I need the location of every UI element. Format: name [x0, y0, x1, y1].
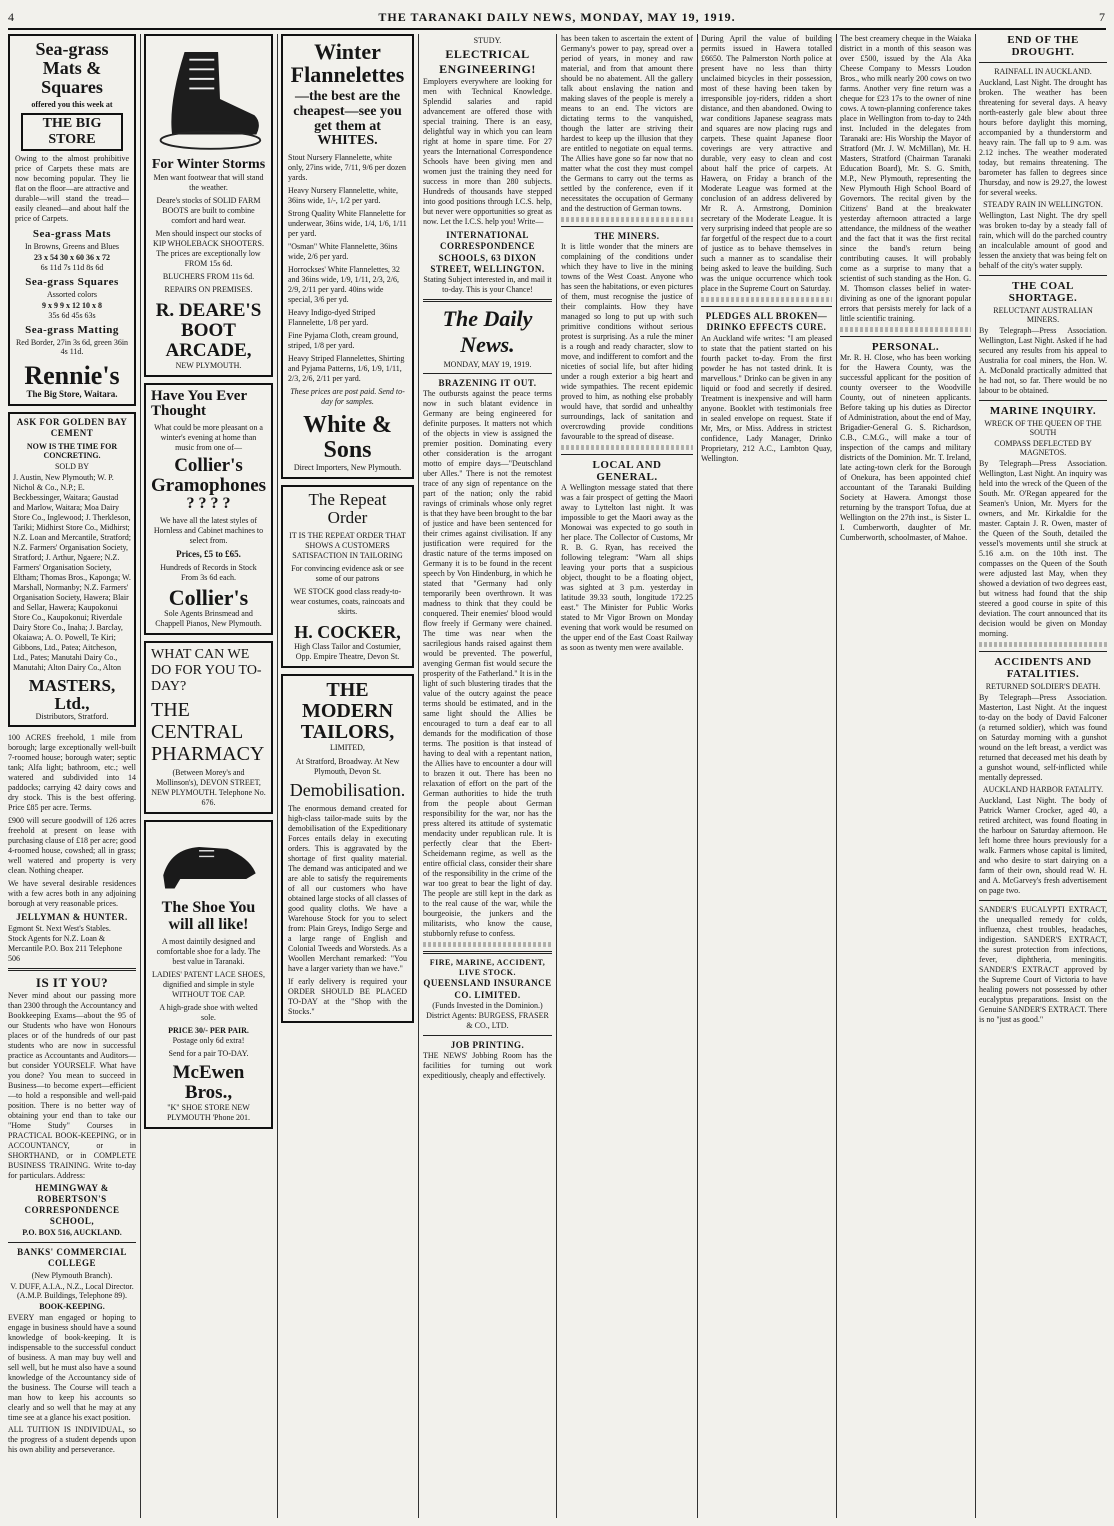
- tailors-head2: Demobilisation.: [289, 779, 406, 800]
- harbor-body: Auckland, Last Night. The body of Patrick Warner Crocker, aged 40, a retired architect, was found floating in the harbour on Saturday afternoon. He left home three hours previously for a walk. Farmers whose capital is limited, and who desire to start dairying on a farm of their own, should read W. H. and A. McGarvey's fresh advertisement on page two.: [979, 796, 1107, 895]
- squares-sizes: 9 x 9 9 x 12 10 x 8: [42, 300, 102, 310]
- list-item: Heavy Striped Flannelettes, Shirting and Pyjama Patterns, 1/6, 1/9, 1/11, 2/3, 2/6, 2/11 per yard.: [288, 353, 405, 383]
- cocker-body: IT IS THE REPEAT ORDER THAT SHOWS A CUSTOMERS SATISFACTION IN TAILORING: [289, 531, 406, 560]
- shoe-body2: LADIES' PATENT LACE SHOES, dignified and simple in style WITHOUT TOE CAP.: [151, 969, 265, 999]
- masthead: [8, 6, 1106, 30]
- ads-column-3: [281, 34, 414, 1518]
- masters-sub: Distributors, Stratford.: [35, 712, 109, 722]
- gram-brand2: Collier's: [168, 584, 249, 610]
- farm-body2: £900 will secure goodwill of 126 acres freehold at present on lease with purchasing clause of £18 per acre; good 4-roomed house, cowshed; all in grass; well watered and property is very clean. Nothing cheaper.: [8, 816, 136, 876]
- deare-sub: NEW PLYMOUTH.: [175, 360, 242, 370]
- steady-head: STEADY RAIN IN WELLINGTON.: [983, 200, 1103, 209]
- list-item: Heavy Nursery Flannelette, white, 36ins wide, 1/-, 1/2 per yard.: [288, 185, 398, 205]
- job-head: JOB PRINTING.: [450, 1039, 525, 1050]
- banks-sub2: V. DUFF, A.I.A., N.Z., Local Director. (A.M.P. Buildings, Telephone 89).: [10, 1282, 134, 1301]
- gram-records: Hundreds of Records in Stock From 3s 6d each.: [160, 562, 257, 582]
- isit-box: P.O. BOX 516, AUCKLAND.: [22, 1227, 122, 1237]
- ics-name: INTERNATIONAL CORRESPONDENCE SCHOOLS, 63 DIXON STREET, WELLINGTON.: [430, 230, 545, 274]
- soldier-body: By Telegraph—Press Association. Masterton, Last Night. At the inquest to-day on the body of David Falconer (a returned soldier), which was found on Saturday morning with a gunshot wound on the left breast, a verdict was returned that deceased met his death by a gunshot wound, self-inflicted while mentally depressed.: [979, 693, 1107, 782]
- shoe-illustration: [151, 830, 266, 896]
- ins-sub: (Funds Invested in the Dominion.) District Agents: BURGESS, FRASER & CO., LTD.: [426, 1000, 549, 1030]
- banks-body2: ALL TUITION IS INDIVIDUAL, so the progress of a student depends upon his own ability and perseverance.: [8, 1425, 136, 1455]
- list-item: "Osman" White Flannelette, 36ins wide, 2/6 per yard.: [288, 241, 398, 261]
- pledges-head: PLEDGES ALL BROKEN—DRINKO EFFECTS CURE.: [705, 311, 828, 333]
- personal-body: Mr. R. H. Close, who has been working for the Hawera County, was the successful applicant for the position of county overseer to the Woodville County, out of nineteen applicants. Before taking up his duties as Director of Administration, about the end of May, Brigadier-General G. S. Richardson, C.B., C.M.G., will make a tour of inspection of the camps and military districts of the Dominion. Mr. T. Ireland, late acting-town clerk for the Borough of Onekura, has been appointed chief accountant of the Taranaki Building Society at Hawera. Amongst those returning by the transport Tofua, due at Wellington on the 27th inst., is Sister L. I. Cumberworth, daughter of Mr. Cumberworth, schoolmaster, of Mahoe.: [840, 353, 971, 542]
- whites-ad: [281, 34, 414, 479]
- storms-head: For Winter Storms: [151, 157, 266, 172]
- miners-head: THE MINERS.: [594, 231, 660, 241]
- isit-ad: [8, 975, 136, 1238]
- list-item: Strong Quality White Flannelette for underwear, 36ins wide, 1/4, 1/6, 1/11 per yard.: [288, 208, 407, 238]
- rennies-sub: The Big Store, Waitara.: [26, 388, 118, 399]
- mcewen-sub: "K" SHOE STORE NEW PLYMOUTH 'Phone 201.: [166, 1102, 251, 1122]
- storms-body3: Men should inspect our stocks of KIP WHOLEBACK SHOOTERS. The prices are exceptionally low FROM 15s 6d.: [153, 228, 264, 268]
- cocker-sub: High Class Tailor and Costumier, Opp. Empire Theatre, Devon St.: [294, 641, 401, 661]
- mats-sizes: 23 x 54 30 x 60 36 x 72: [34, 252, 110, 262]
- gram-body: What could be more pleasant on a winter's evening at home than music from one of—: [154, 423, 263, 452]
- banks-ad: [8, 1247, 136, 1456]
- big-store-logo: THE BIG STORE: [21, 113, 123, 151]
- col6-body: During April the value of building permits issued in Hawera totalled £6650. The Palmerston North police at present have no less than thirty unclaimed bicycles in their possession, most of these having been taken by irresponsible joy-riders, ridden a short distance, and then abandoned. Owing to war conditions Japanese seagrass mats and squares are now placing rugs and carpets. These quaint Japanese floor coverings are very attractive and durable, very easy to clean and cost about half the price of carpets. At Hawera, on Friday a branch of the Moderate League was formed at the conclusion of an address delivered by Mr R. A. Armstrong, Dominion secretary of the Moderate League. It is very surprising indeed that people are so far forgetful of the respect due to a court of justice as to behave themselves in such a manner as to scandalise their being asked to leave the building. Such was the unique occurrence which took place in the Supreme Court on Saturday.: [701, 34, 832, 293]
- matting-sub: Red Border, 27in 3s 6d, green 36in 4s 11d.: [15, 337, 129, 356]
- deare-ad: [144, 34, 273, 377]
- pharmacy-brand: THE CENTRAL PHARMACY: [151, 699, 265, 766]
- shoe-head: The Shoe You will all like!: [161, 899, 256, 934]
- editorial-column-3: [701, 34, 832, 1518]
- tailors-loc: At Stratford, Broadway. At New Plymouth, Devon St.: [295, 756, 400, 776]
- gram-head: Have You Ever Thought: [151, 387, 247, 420]
- farm-body3: We have several desirable residences with a few acres both in any adjoining borough at very reasonable prices.: [8, 879, 136, 909]
- editorial-column-2: [561, 34, 693, 1518]
- banks-head: BANKS' COMMERCIAL COLLEGE: [17, 1246, 127, 1268]
- ads-column-1: [8, 34, 136, 1518]
- isit-head: IS IT YOU?: [35, 974, 109, 990]
- list-item: Heavy Indigo-dyed Striped Flannelette, 1/8 per yard.: [288, 307, 376, 327]
- steady-body: Wellington, Last Night. The dry spell was broken to-day by a steady fall of rain, which will do the parched country an incalculable amount of good and lessen the anxiety that was being felt on behalf of the city's water supply.: [979, 211, 1107, 270]
- mats-head: Sea-grass Mats: [32, 227, 112, 240]
- col7-body: The best creamery cheque in the Waiaka district in a month of this season was over £500, issued by the Ala Aka Cheese Company to Messrs Loudon Bros., who milk nearly 200 cows on two farms. Another very fine return was a cheque for £23 17s to the owner of nine cows. A town-planning conference takes place in Wellington from to-day to 24th inst. Included in the delegates from Taranaki are: His Worship the Mayor of Stratford (Mr. J. W. McMillan), Mr. H. Masters, Stratford (Chairman Taranaki Education Board), Mr. S. G. Smith, M.P., New Plymouth, representing the New Plymouth High School Board of Governors. The recital given by the Citizens' Band at the breakwater yesterday afternoon attracted a large attendance, the mildness of the weather and the fact that it was the first recital since the band's return being contributing causes. It will probably come as a surprise to many that a scientist of such standing as the Hon. G. M. Thomson classes belief in water-divining as one of the ignorant popular errors that persists merely for lack of a little scientific training.: [840, 34, 971, 323]
- study-sub: STUDY.: [473, 36, 502, 45]
- storms-body: Men want footwear that will stand the weather.: [153, 172, 264, 192]
- column-rule: [277, 34, 278, 1518]
- drought-head: END OF THE DROUGHT.: [1007, 34, 1079, 58]
- page-number-right: 7: [1099, 9, 1106, 24]
- whites-brand: White & Sons: [303, 411, 392, 464]
- list-item: Stout Nursery Flannelette, white only, 27ins wide, 7/11, 9/6 per dozen yards.: [288, 152, 407, 182]
- editorial-column-1: [423, 34, 552, 1518]
- squares-sub: Assorted colors: [47, 289, 97, 299]
- farm-body: 100 ACRES freehold, 1 mile from borough; large exceptionally well-built 7-roomed house; borough water; septic tank; Alfa light; bathroom, etc.; well watered and subdivided into 14 paddocks; carrying 42 dairy cows and dry stock. This is the best offering. Price £85 per acre. Terms.: [8, 733, 136, 813]
- tailors-sub: LIMITED,: [330, 742, 365, 752]
- tailors-body2: If early delivery is required your ORDER SHOULD BE PLACED TO-DAY at the "Shop with the Stocks.": [288, 976, 407, 1016]
- shoe-price: PRICE 30/- PER PAIR.: [168, 1025, 249, 1035]
- column-rule: [140, 34, 141, 1518]
- masters-brand: MASTERS, Ltd.,: [28, 675, 116, 713]
- boot-illustration: [151, 44, 266, 154]
- squares-head: Sea-grass Squares: [25, 275, 119, 288]
- personal-head: PERSONAL.: [871, 341, 940, 353]
- editorial-column-4: [840, 34, 971, 1518]
- wreck-head: WRECK OF THE QUEEN OF THE SOUTH: [984, 419, 1102, 437]
- column-rule: [975, 34, 976, 1518]
- cocker-body3: WE STOCK good class ready-to-wear costumes, coats, raincoats and skirts.: [290, 587, 405, 616]
- isit-body: Never mind about our passing more than 2300 through the Accountancy and Bookkeeping Exams—about the 95 of our Students who have won Honours places or of the hundreds of our past students who are now in successful practice as Accountants and Auditors—but consider YOURSELF. What have you done? You mean to succeed in Business—to become expert—efficient—to hold a responsible and well-paid position. There is no better way of obtaining your end than to take our "Home Study" Courses in PRACTICAL BOOK-KEEPING, or in ACCOUNTANCY, or in SHORTHAND, or in COMPLETE BUSINESS TRAINING. Write to-day for particulars. Address:: [8, 990, 136, 1180]
- coal-head: THE COAL SHORTAGE.: [1008, 280, 1078, 304]
- coal-body: By Telegraph—Press Association. Wellington, Last Night. Asked if he had secured any results from his appeal to Australia for coal miners, the Hon. W. A. McDonald practically admitted that he had not, so far. There would be no labour to be obtained.: [979, 326, 1107, 395]
- wreck-body: By Telegraph—Press Association. Wellington, Last Night. An inquiry was held into the wreck of the Queen of the South. Mr. O'Regan appeared for the Seamen's Union, Mr. Myers for the owners, and Mr. Kirkaldie for the master. Captain J. R. Owen, master of the Queen of the South, detailed the vessel's movements until she struck at 5.16 a.m. on the 10th inst. The compasses on the Queen of the South were adjusted last May, when they showed a deviation of two degrees east, but witness had found that the ship steered a good course in spite of this deviation. The court announced that its decision would be given on Monday morning.: [979, 459, 1107, 638]
- leader-head: BRAZENING IT OUT.: [438, 378, 537, 388]
- study-head: ELECTRICAL ENGINEERING!: [439, 47, 536, 76]
- storms-body5: REPAIRS ON PREMISES.: [164, 284, 253, 294]
- isit-firm: HEMINGWAY & ROBERTSON'S CORRESPONDENCE SCHOOL,: [24, 1182, 120, 1227]
- gram-price: Prices, £5 to £65.: [176, 548, 241, 559]
- cement-sold: SOLD BY: [54, 461, 89, 471]
- ics-sub: Stating Subject interested in, and mail it to-day. This is your Chance!: [423, 275, 552, 294]
- pledges-body: An Auckland wife writes: "I am pleased to state that the patient started on his fourth packet to-day. From the first powder he has not tasted drink. It is marvellous." Drinko can be given in any liquid or food and secretly if desired. Treatment is inexpensive and will harm anyone. Booklet with testimonials free in sealed envelope on request. State if Mr, Mrs, or Miss. Address in strictest confidence, Lady Manager, Drinko Proprietary, 212 A.C., Lambton Quay, Wellington.: [701, 333, 832, 463]
- banks-body: EVERY man engaged or hoping to engage in business should have a sound knowledge of book-keeping. It is indispensable to the successful conduct of business. A man may buy well and sell well, but he must also have a sound knowledge of the Accountancy side of the business. The Course will teach a man how to keep his accounts so clearly and so well that he may at any time see at a glance his exact position.: [8, 1313, 136, 1423]
- tailors-body: The enormous demand created for high-class tailor-made suits by the demobilisation of the Expeditionary Forces entails delay in executing orders. This is aggravated by the shortage of first quality material. The demand was anticipated and we are able to satisfy the requirements of all our customers who have obtained large stocks of all classes of good quality cloths. We have a Warehouse Stock for you to select from: Plain Greys, Indigo Serge and a large range of English and Colonial Tweeds and Worsteds. As a Woollen Merchant remarked: "You have a larger variety than we have.": [288, 803, 407, 973]
- local-head: LOCAL AND GENERAL.: [592, 459, 662, 484]
- whites-note: These prices are post paid. Send to-day for samples.: [290, 386, 405, 406]
- paper-date: MONDAY, MAY 19, 1919.: [443, 360, 532, 369]
- pharmacy-head: WHAT CAN WE DO FOR YOU TO-DAY?: [151, 647, 262, 695]
- gram-sub: Sole Agents Brinsmead and Chappell Pianos, New Plymouth.: [155, 609, 262, 629]
- sanders-ad: SANDER'S EUCALYPTI EXTRACT, the unequalled remedy for colds, influenza, chest troubles, headaches, indigestion. SANDER'S EXTRACT, the surest protection from infections, fever, diphtheria, meningitis. SANDER'S EXTRACT approved by the Supreme Court of Victoria to have healing powers not possessed by other eucalyptus preparations. Insist on the Genuine SANDER'S EXTRACT. There is no "just as good.": [979, 905, 1107, 1024]
- cement-ad: [8, 412, 136, 727]
- storms-body2: Deare's stocks of SOLID FARM BOOTS are built to combine comfort and hard wear.: [156, 195, 261, 225]
- miners-body: It is little wonder that the miners are complaining of the conditions under which they have to live in the mining towns of the West Coast. Anyone who has seen the habitations, or even pictures of them, must recognise the justice of their complaints. How they have managed so long to put up with such primitive conditions without serious protest is surprising. As a rule the miner is a rough and ready character, slow to move, and indifferent to comfort and the niceties of social life, but after hiding under a rough exterior a big heart and wide sympathies. The recent epidemic proved to him, as nothing else probably would have, that sordid and unhealthy surroundings, lack of sanitation and overcrowding provide conditions favourable to the spread of disease.: [561, 242, 693, 442]
- accidents-head: ACCIDENTS AND FATALITIES.: [994, 656, 1092, 680]
- collier-ad: [144, 383, 273, 636]
- whites-head: Winter Flannelettes: [290, 39, 405, 88]
- leader-continued: has been taken to ascertain the extent of Germany's power to pay, spread over a period of years, in money and raw material, and from that amount there should be no abatement. All the gallery talk about enslaving the nation and making slaves of the people is merely a means to an end. The victors are dictating terms to the vanquished, though the latter are striving their hardest to keep up the illusion that they are entitled to negotiate on equal terms. The Allies have gone so far now that no matter what the cost they must compel the Germans to carry out the terms as settled by the conference, even if it necessitates the occupation of Germany and the destruction of German towns.: [561, 34, 693, 213]
- coal-sub: RELUCTANT AUSTRALIAN MINERS.: [993, 306, 1093, 324]
- farm-agent: JELLYMAN & HUNTER.: [16, 912, 128, 923]
- seagrass-body: Owing to the almost prohibitive price of Carpets these mats are now becoming popular. They lie flat on the floor—are attractive and durable—will stand the tread—easily cleaned—and about half the price of Carpets.: [15, 153, 129, 223]
- banks-sub: (New Plymouth Branch).: [31, 1271, 113, 1281]
- gram-body2: We have all the latest styles of Hornless and Cabinet machines to select from.: [153, 515, 264, 545]
- list-item: Horrockses' White Flannelettes, 32 and 36ins wide, 1/9, 1/11, 2/3, 2/6, 2/9, 2/11 per yard. 40ins wide special, 3/6 per yd.: [288, 264, 400, 304]
- mcewen-brand: McEwen Bros.,: [172, 1061, 245, 1103]
- cement-head: ASK FOR GOLDEN BAY CEMENT: [16, 417, 128, 439]
- mcewen-ad: [144, 820, 273, 1128]
- list-item: Fine Pyjama Cloth, cream ground, striped, 1/8 per yard.: [288, 330, 399, 350]
- rennies-brand: Rennie's: [24, 360, 120, 390]
- seagrass-tagline: offered you this week at: [31, 99, 113, 109]
- column-rule: [556, 34, 557, 1518]
- whites-tag: —the best are the cheapest—see you get them at WHITES.: [293, 89, 402, 149]
- page-number-left: 4: [8, 9, 15, 24]
- wreck-sub: COMPASS DEFLECTED BY MAGNETOS.: [994, 439, 1092, 457]
- whites-sub: Direct Importers, New Plymouth.: [293, 463, 402, 473]
- whites-list: [288, 153, 407, 384]
- cocker-head: The Repeat Order: [308, 490, 387, 528]
- seagrass-title: Sea-grass Mats & Squares: [35, 39, 109, 97]
- squares-prices: 35s 6d 45s 63s: [48, 310, 96, 320]
- matting-head: Sea-grass Matting: [25, 323, 119, 336]
- seagrass-ad: [8, 34, 136, 406]
- pharmacy-ad: [144, 641, 273, 814]
- study-body: Employers everywhere are looking for men with Technical Knowledge. Splendid salaries and rapid advancement are offered those with special training. There is an easy, delightful way in which you can learn right at home in spare time. For 27 years the International Correspondence Schools have been giving men and women just the training they need for success in more than 280 subjects. Hundreds of thousands have stepped into good positions through I.C.S. help, but never were opportunities so great as now. Let the I.C.S. help you! Write—: [423, 77, 552, 226]
- gram-q: ? ? ? ?: [186, 494, 231, 512]
- marine-head: MARINE INQUIRY.: [989, 405, 1097, 417]
- cocker-body2: For convincing evidence ask or see some of our patrons: [291, 564, 404, 583]
- fire-head: FIRE, MARINE, ACCIDENT, LIVE STOCK.: [429, 958, 546, 978]
- farm-addr2: Stock Agents for N.Z. Loan & Mercantile P.O. Box 211 Telephone 506: [8, 933, 123, 963]
- cocker-brand: H. COCKER,: [294, 622, 401, 642]
- column-rule: [418, 34, 419, 1518]
- ads-column-2: [144, 34, 273, 1518]
- storms-body4: BLUCHERS FROM 11s 6d.: [162, 271, 255, 281]
- rain-head: RAINFALL IN AUCKLAND.: [994, 67, 1092, 76]
- soldier-head: RETURNED SOLDIER'S DEATH.: [985, 682, 1101, 691]
- tailors-head: THE MODERN TAILORS,: [300, 678, 395, 743]
- shoe-body: A most daintily designed and comfortable shoe for a lady. The best value in Taranaki.: [156, 936, 261, 966]
- leader-body: The outbursts against the peace terms now in such blatant evidence in Germany are being engineered for definite purposes. It matters not which of the objects in view is assigned the premier position. Dominating every other consideration is the arrogant motto of empire days—"Deutschland uber Alles." There is not the remotest trace of any sign of repentance on the part of the nation; only the rabid ravings of criminals whose only regret is that they have been brought to the bar of justice and have been sentenced for their crimes against civilisation. If any justification were required for the drastic nature of the terms imposed on Germany it is to be found in the recent speech by Von Hindenburg, in which he stated that "Germany had only temporarily been overthrown. It was madness to think that they could be conquered. Their enemies' blood would flow freely if Germany were chained. The time was near when the sacrilegious hands raised against them would be prevented. The powerful, avenging German fist would secure the prosperity of the Fatherland." It is in the light of such blustering tirades that the value of the outcry against the peace terms should be estimated, and in the same light should the Allies be encouraged to turn a deaf ear to all demands for the modification of those terms. The position is that instead of having to deal with a repentant nation, the Allies have to encounter a dour will to brazen it out. There has been no relaxation of effort on the part of the German authorities to hide the truth from the people about German responsibility for the war, nor has the press altered its attitude of systematic mendacity under republican rule. It is perfectly clear that the Ebert-Scheidemann regime, as well as the entire official class, consider their share of the responsibility in the crime of the war too great to bear the light of day. The people are still kept in the dark as to the real cause of the war, while the bourgeoisie, the junkers and the militarists, who know the cause, stubbornly refuse to confess.: [423, 389, 552, 939]
- job-body: THE NEWS' Jobbing Room has the facilities for turning out work expeditiously, cheaply and effectively.: [423, 1051, 552, 1080]
- cement-list: J. Austin, New Plymouth; W. P. Nichol & Co., N.P.; E. Beckbessinger, Waitara; Gaustad and Marlow, Waitara; Moa Dairy Store Co., Inglewood; J. Therkleson, Tariki; Midhirst Store Co., Midhirst; N.Z. Loan and Mercantile, Stratford; N.Z. Farmers' Organisation Society, Stratford; J. Arthur, Ngaere; N.Z. Farmers' Organisation Society, Eltham; Thomas Bros., Kaponga; W. Marshall, Normanby; N.Z. Farmers' Organisation Society, Hawera; Blair and Sellar, Hawera; Kaupokonui Store Co., Kaupokonui; Riverdale Dairy Store Co., Inaha; J. Barclay, Okaiawa; A. O. Powell, Te Kiri; Gibbons, Ltd., Patea; Aitcheson, Ltd., Pates; Manutahi Dairy Co., Manutahi; Alton Dairy Co., Alton: [13, 472, 131, 672]
- news-column: [979, 34, 1107, 1518]
- paper-title: The Daily News.: [442, 306, 533, 357]
- tailors-ad: [281, 674, 414, 1023]
- cocker-ad: [281, 485, 414, 668]
- banks-sub3: BOOK-KEEPING.: [39, 1302, 105, 1312]
- deare-brand: R. DEARE'S BOOT ARCADE,: [155, 299, 262, 361]
- cement-line: NOW IS THE TIME FOR CONCRETING.: [26, 441, 118, 460]
- mats-sub: In Browns, Greens and Blues: [25, 241, 119, 251]
- mats-prices: 6s 11d 7s 11d 8s 6d: [40, 262, 104, 272]
- local-body: A Wellington message stated that there was a fair prospect of getting the Maori away to Lyttelton last night. It was impossible to get the Maori away as the Monowai was expected to go south in her place. The Collector of Customs, Mr R. B. G. Ryan, has received the following telegram: "Warn all ships leaving your ports that a suspicious object, thought to be a floating object, was sighted at 3 p.m. yesterday in latitude 39.33 south, longitude 172.25 east." The Minister for Public Works stated to Mr Vigor Brown on Monday evening that work would be resumed on the upper end of the East Coast Railway as soon as twenty men were available.: [561, 483, 693, 653]
- column-rule: [697, 34, 698, 1518]
- shoe-body3: A high-grade shoe with welted sole.: [159, 1002, 258, 1022]
- gram-brand: Collier's Gramophones: [151, 455, 267, 496]
- masthead-title: THE TARANAKI DAILY NEWS, MONDAY, MAY 19, 1919.: [378, 9, 736, 24]
- harbor-head: AUCKLAND HARBOR FATALITY.: [982, 785, 1104, 794]
- pharmacy-sub: (Between Morey's and Mollinson's), DEVON STREET, NEW PLYMOUTH. Telephone No. 676.: [151, 768, 266, 808]
- ins-head: QUEENSLAND INSURANCE CO. LIMITED.: [423, 978, 552, 1000]
- farm-ad: [8, 733, 136, 963]
- farm-addr: Egmont St. Next West's Stables.: [8, 923, 111, 933]
- shoe-post: Postage only 6d extra!: [172, 1035, 245, 1045]
- column-rule: [836, 34, 837, 1518]
- shoe-send: Send for a pair TO-DAY.: [168, 1048, 249, 1058]
- rain-body: Auckland, Last Night. The drought has broken. The weather has been threatening for several days. A heavy north-easterly gale blew about three hours before daylight this morning, accompanied by a thunderstorm and heavy rain. The fall up to 9 a.m. was 2.12 inches. The weather moderated today, but remains threatening. The barometer has fallen to degrees since Thursday, and now is 29.27, the lowest for several weeks.: [979, 78, 1107, 197]
